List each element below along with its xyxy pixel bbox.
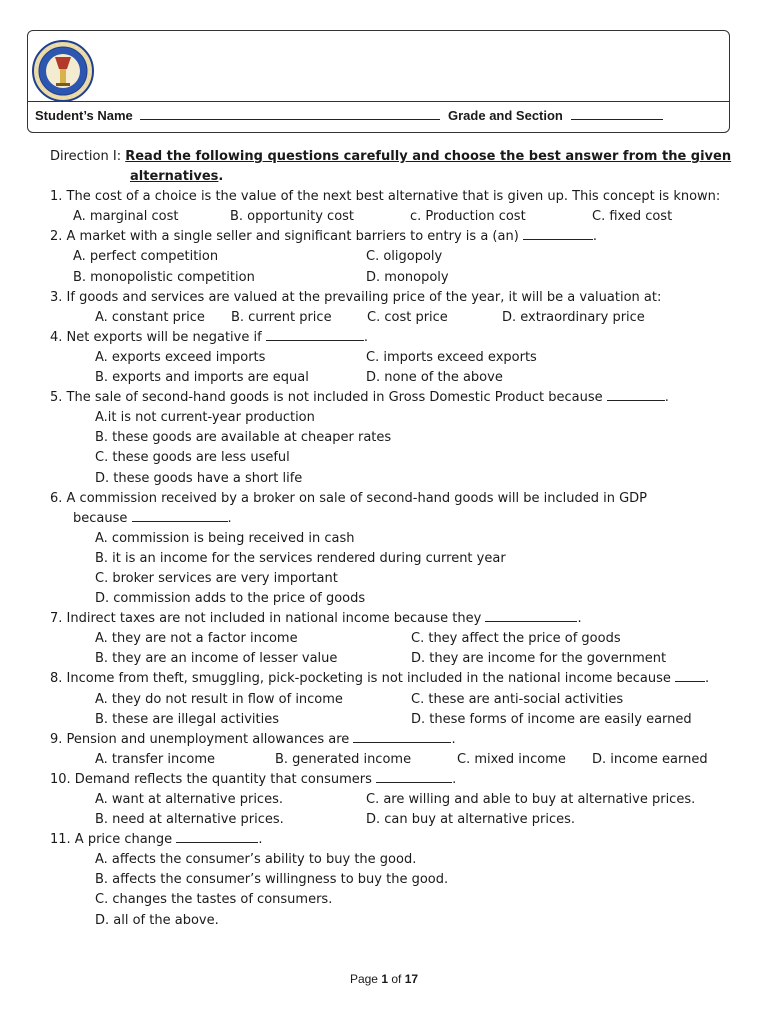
option-d[interactable]: D. extraordinary price	[502, 309, 645, 325]
answer-blank[interactable]	[266, 328, 364, 341]
question-5	[50, 388, 740, 408]
option-a[interactable]: A. want at alternative prices.	[95, 792, 283, 807]
option-a[interactable]: A. exports exceed imports	[95, 349, 266, 365]
option-a[interactable]: A.it is not current-year production	[95, 410, 315, 426]
option-c[interactable]: C. they affect the price of goods	[411, 631, 621, 647]
question-stem: 10. Demand reflects the quantity that consumers	[50, 771, 372, 787]
option-c[interactable]: C. these goods are less useful	[95, 450, 290, 466]
option-b[interactable]: B. exports and imports are equal	[95, 370, 309, 386]
question-6-line2	[50, 509, 740, 529]
option-d[interactable]: D. commission adds to the price of goods	[95, 591, 366, 607]
question-9-options	[50, 750, 740, 770]
exam-content	[50, 147, 740, 931]
question-stem-end: .	[592, 229, 598, 245]
question-stem-end: .	[664, 390, 669, 406]
grade-section-blank[interactable]	[571, 109, 663, 120]
question-2-options-row1	[50, 247, 740, 267]
question-stem: 5. The sale of second-hand goods is not included in Gross Domestic Product because	[50, 390, 603, 406]
option-a[interactable]: A. commission is being received in cash	[95, 530, 355, 546]
option-b[interactable]: B. affects the consumer’s willingness to buy the good.	[95, 872, 449, 888]
option-a[interactable]: A. perfect competition	[73, 249, 219, 265]
question-8-options-row1	[50, 690, 740, 710]
option-d[interactable]: D. these goods have a short life	[95, 470, 303, 486]
direction-text-1: Read the following questions carefully and choose the best answer from the given	[125, 149, 732, 164]
option-c[interactable]: C. oligopoly	[366, 249, 443, 265]
answer-blank[interactable]	[353, 730, 451, 743]
question-stem: 2. A market with a single seller and significant barriers to entry is a (an)	[50, 229, 519, 245]
option-d[interactable]: C. fixed cost	[592, 209, 673, 225]
option-c[interactable]: C. imports exceed exports	[366, 349, 537, 365]
question-7-options-row2	[50, 649, 740, 669]
question-2	[50, 227, 740, 247]
question-6	[50, 489, 740, 509]
student-name-label: Student’s Name	[35, 108, 133, 123]
question-stem-end: .	[452, 771, 457, 787]
page-current: 1	[381, 972, 388, 986]
direction-line-1	[50, 147, 740, 167]
question-stem: 4. Net exports will be negative if	[50, 329, 262, 345]
question-stem-end: .	[705, 671, 710, 687]
option-b[interactable]: B. opportunity cost	[230, 209, 355, 225]
option-d[interactable]: D. can buy at alternative prices.	[366, 812, 576, 828]
option-b[interactable]: B. these goods are available at cheaper rates	[95, 430, 392, 446]
option-b[interactable]: B. it is an income for the services rendered during current year	[95, 550, 506, 566]
question-10-options-row1	[50, 790, 740, 810]
student-info-row	[35, 108, 663, 123]
question-stem: 7. Indirect taxes are not included in national income because they	[50, 611, 482, 627]
option-b[interactable]: B. they are an income of lesser value	[95, 651, 338, 667]
option-a[interactable]: A. marginal cost	[73, 209, 179, 225]
question-1-options	[50, 207, 740, 227]
student-name-blank[interactable]	[140, 109, 440, 120]
header-logo-area	[28, 31, 729, 102]
question-stem: 8. Income from theft, smuggling, pick-pocketing is not included in the national income because	[50, 671, 671, 687]
question-stem: 9. Pension and unemployment allowances are	[50, 731, 350, 747]
option-c[interactable]: C. broker services are very important	[95, 570, 338, 586]
question-4-options-row1	[50, 348, 740, 368]
option-d[interactable]: D. income earned	[592, 751, 708, 767]
answer-blank[interactable]	[376, 770, 452, 783]
question-4	[50, 328, 740, 348]
direction-period: .	[218, 169, 224, 185]
question-stem: 3. If goods and services are valued at the prevailing price of the year, it will be a valuation at:	[50, 289, 662, 305]
question-9	[50, 730, 740, 750]
question-4-options-row2	[50, 368, 740, 388]
header-box	[27, 30, 730, 133]
question-stem-cont: because	[73, 510, 128, 526]
page-of-word: of	[391, 972, 402, 986]
option-b[interactable]: B. generated income	[275, 751, 412, 767]
option-d[interactable]: D. these forms of income are easily earned	[411, 711, 692, 727]
option-b[interactable]: B. monopolistic competition	[73, 269, 255, 285]
question-7	[50, 609, 740, 629]
question-stem: 1. The cost of a choice is the value of the next best alternative that is given up. This concept is known:	[50, 189, 721, 205]
question-11	[50, 830, 740, 850]
option-c[interactable]: C. changes the tastes of consumers.	[95, 892, 333, 908]
question-stem-end: .	[258, 832, 263, 848]
option-d[interactable]: D. they are income for the government	[411, 651, 667, 667]
option-b[interactable]: B. these are illegal activities	[95, 711, 279, 727]
option-a[interactable]: A. they do not result in flow of income	[95, 691, 343, 707]
question-3-options	[50, 308, 740, 328]
option-a[interactable]: A. affects the consumer’s ability to buy the good.	[95, 852, 417, 868]
question-stem: 6. A commission received by a broker on sale of second-hand goods will be included in GDP	[50, 490, 647, 506]
question-10	[50, 770, 740, 790]
question-1	[50, 187, 740, 207]
direction-line-2	[50, 167, 740, 187]
option-d[interactable]: D. none of the above	[366, 370, 503, 386]
question-3	[50, 288, 740, 308]
option-c[interactable]: C. are willing and able to buy at alternative prices.	[366, 792, 696, 807]
option-c[interactable]: C. cost price	[367, 309, 448, 325]
question-stem-end: .	[451, 731, 456, 747]
school-seal-icon	[31, 39, 95, 103]
option-c[interactable]: C. these are anti-social activities	[411, 691, 624, 707]
option-c[interactable]: c. Production cost	[410, 209, 526, 225]
option-d[interactable]: D. monopoly	[366, 269, 449, 285]
question-8	[50, 669, 740, 689]
page-total: 17	[404, 972, 419, 986]
question-7-options-row1	[50, 629, 740, 649]
option-a[interactable]: A. they are not a factor income	[95, 631, 298, 647]
question-8-options-row2	[50, 710, 740, 730]
direction-label: Direction I:	[50, 149, 122, 164]
answer-blank[interactable]	[132, 509, 228, 522]
option-b[interactable]: B. current price	[231, 309, 332, 325]
page-footer	[0, 972, 768, 986]
option-c[interactable]: C. mixed income	[457, 751, 566, 767]
question-10-options-row2	[50, 810, 740, 830]
question-stem-end: .	[577, 611, 582, 627]
grade-section-label: Grade and Section	[448, 108, 563, 123]
direction-text-2: alternatives	[130, 169, 219, 185]
option-a[interactable]: A. constant price	[95, 309, 205, 325]
option-b[interactable]: B. need at alternative prices.	[95, 812, 284, 828]
question-2-options-row2	[50, 268, 740, 288]
answer-blank[interactable]	[607, 388, 665, 401]
answer-blank[interactable]	[485, 609, 577, 622]
question-stem: 11. A price change	[50, 832, 173, 848]
option-d[interactable]: D. all of the above.	[95, 912, 219, 928]
answer-blank[interactable]	[176, 830, 258, 843]
question-stem-end: .	[363, 329, 368, 345]
question-stem-end: .	[227, 510, 232, 526]
answer-blank[interactable]	[675, 669, 705, 682]
answer-blank[interactable]	[523, 227, 593, 240]
page-word: Page	[349, 972, 378, 986]
option-a[interactable]: A. transfer income	[95, 751, 216, 767]
